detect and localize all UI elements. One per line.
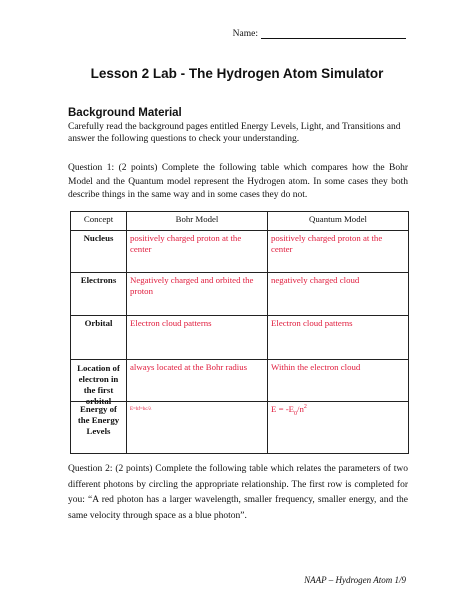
comparison-table xyxy=(70,211,409,454)
concept-cell-text: Location of electron in the first orbital xyxy=(77,363,120,406)
table-row xyxy=(71,360,409,402)
name-blank-line[interactable] xyxy=(261,29,406,39)
quantum-answer-cell[interactable]: Electron cloud patterns xyxy=(268,316,409,360)
question-1-paragraph: Question 1: (2 points) Complete the following table which compares how the Bohr Model and the Quantum model represent the Hydrogen atom. In some cases they both describe things in the same way and in some cases they do not. xyxy=(68,163,408,200)
bohr-answer-cell[interactable]: positively charged proton at the center xyxy=(127,231,268,273)
quantum-answer-cell[interactable] xyxy=(268,402,409,454)
table-row xyxy=(71,402,409,454)
concept-cell xyxy=(71,360,127,406)
energy-formula-main: E = -E xyxy=(271,404,295,414)
quantum-answer-cell[interactable]: negatively charged cloud xyxy=(268,273,409,316)
question-2-paragraph: Question 2: (2 points) Complete the following table which relates the parameters of two different photons by circling the appropriate relationship. The first row is completed for you: “A red photon has a larger wavelength, smaller frequency, smaller energy, and the same velocity through space as a blue photon”. xyxy=(68,464,408,521)
page-footer: NAAP – Hydrogen Atom 1/9 xyxy=(304,575,406,585)
energy-formula-exponent: 2 xyxy=(303,404,307,411)
table-header-row xyxy=(71,212,409,231)
bohr-answer-cell[interactable]: Electron cloud patterns xyxy=(127,316,268,360)
energy-formula-subscript: 0 xyxy=(294,410,298,417)
table-row xyxy=(71,231,409,273)
bohr-answer-cell[interactable]: Negatively charged and orbited the proton xyxy=(127,273,268,316)
column-header-bohr: Bohr Model xyxy=(127,212,268,231)
quantum-answer-cell[interactable]: Within the electron cloud xyxy=(268,360,409,402)
intro-paragraph: Carefully read the background pages entitled Energy Levels, Light, and Transitions and answer the following questions to check your understanding. xyxy=(68,122,401,144)
table-row xyxy=(71,316,409,360)
quantum-answer-cell[interactable]: positively charged proton at the center xyxy=(268,231,409,273)
page-title: Lesson 2 Lab - The Hydrogen Atom Simulator xyxy=(90,66,384,81)
name-label: Name: xyxy=(232,29,258,39)
column-header-quantum: Quantum Model xyxy=(268,212,409,231)
table-row xyxy=(71,273,409,316)
column-header-concept: Concept xyxy=(71,212,127,231)
concept-cell: Energy of the Energy Levels xyxy=(71,402,127,454)
concept-cell: Electrons xyxy=(71,273,127,316)
section-heading: Background Material xyxy=(68,107,182,119)
concept-cell: Orbital xyxy=(71,316,127,360)
name-field xyxy=(233,29,406,39)
energy-formula-divisor: /n xyxy=(297,404,304,414)
bohr-answer-cell[interactable]: E=hf=hc/λ xyxy=(127,402,268,454)
bohr-answer-cell[interactable]: always located at the Bohr radius xyxy=(127,360,268,402)
concept-cell: Nucleus xyxy=(71,231,127,273)
